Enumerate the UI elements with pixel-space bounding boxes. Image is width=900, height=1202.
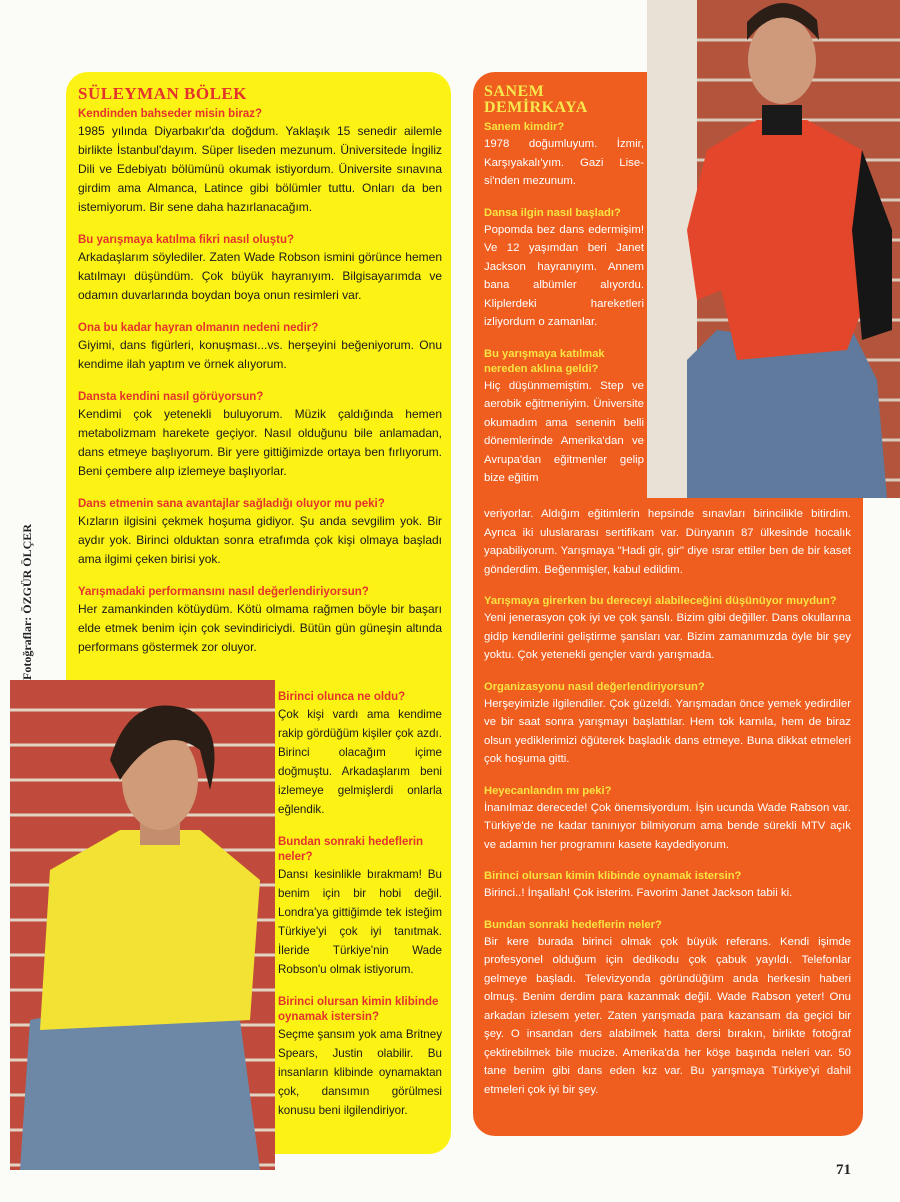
qa-block <box>78 321 442 374</box>
qa-block <box>484 120 644 191</box>
question: Bundan sonraki hedeflerin neler? <box>484 918 662 931</box>
qa-block <box>78 390 442 481</box>
answer: Arkadaşlarım söylediler. Zaten Wade Robson ismini görünce hemen katılmayı düşündüm. Çok büyük hayranıyım. Bilgisayarımda ve odamın duvarlarında boydan boya onun resimleri var. <box>78 250 442 302</box>
question: Bu yarışmaya katılmak nereden aklına geldi? <box>484 347 605 375</box>
answer: Hiç düşünmemiştim. Step ve aerobik eğitmeniyim. Üniversite okumadım ama senenin belli dönemlerinde Amerika'dan ve Avrupa'dan eğitmenler gelip bize eğitim <box>484 379 644 484</box>
sanem-name-line2: DEMİRKAYA <box>484 99 588 116</box>
question: Dans etmenin sana avantajlar sağladığı oluyor mu peki? <box>78 498 385 510</box>
qa-block <box>484 680 851 769</box>
answer: Yeni jenerasyon çok iyi ve çok şanslı. Bizim gibi değiller. Dans okullarına gidip kendilerini geliştirme şansları var. Bizim zamanımızda öyle bir şey yoktu. Çok yetenekli gençler vardı yarışmada. <box>484 612 851 661</box>
question: Heyecanlandın mı peki? <box>484 784 612 797</box>
sanem-name-line1: SANEM <box>484 83 545 100</box>
qa-block <box>278 995 442 1120</box>
question: Ona bu kadar hayran olmanın nedeni nedir? <box>78 322 319 334</box>
sanem-name <box>484 84 644 116</box>
answer-continuation: veriyorlar. Aldığım eğitimlerin hepsinde sınavları birincilikle bitirdim. Ayrıca iki uluslararası sertifikam var. Dünyanın 87 ülkesinde hocalık yapabiliyorum. Yarışmaya "Hadi gir, gir" diye ısrar ettiler ben de bir kaset gönderdim. Beğenmişler, kabul edildim. <box>484 508 851 576</box>
question: Organizasyonu nasıl değerlendiriyorsun? <box>484 680 705 693</box>
photo-credit-text: Fotoğraflar: ÖZGÜR ÖLÇER <box>20 524 34 680</box>
answer: Birinci..! İnşallah! Çok isterim. Favorim Janet Jackson tabii ki. <box>484 887 793 899</box>
suleyman-name: SÜLEYMAN BÖLEK <box>78 84 247 103</box>
qa-block <box>278 835 442 979</box>
qa-block <box>484 784 851 855</box>
question: Yarışmaya girerken bu dereceyi alabileceğini düşünüyor muydun? <box>484 595 837 607</box>
qa-block <box>484 869 851 903</box>
question: Kendinden bahseder misin biraz? <box>78 108 263 120</box>
answer: Her zamankinden kötüydüm. Kötü olmama rağmen böyle bir başarı elde etmek benim için çok sevindiriciydi. Bütün gün güneşin altında performans göstermek zor oluyor. <box>78 602 442 654</box>
photo-credit <box>20 500 38 680</box>
qa-block <box>278 690 442 819</box>
answer: Kendimi çok yetenekli buluyorum. Müzik çaldığında hemen metabolizmam harekete geçiyor. Nasıl olduğunu bile anlamadan, dans etmeye başlıyorum. Bir yere gittiğimizde ortaya ben fırlıyorum. Beni çembere alıp izlemeye başlıyorlar. <box>78 407 442 478</box>
question: Sanem kimdir? <box>484 121 565 133</box>
sanem-photo <box>647 0 900 498</box>
qa-block <box>484 594 851 665</box>
answer: Giyimi, dans figürleri, konuşması...vs. herşeyini beğeniyorum. Onu kendime ilah yaptım ve örnek alıyorum. <box>78 338 442 371</box>
question: Dansta kendini nasıl görüyorsun? <box>78 391 264 403</box>
suleyman-photo <box>10 680 275 1170</box>
question: Yarışmadaki performansını nasıl değerlendiriyorsun? <box>78 586 369 598</box>
question: Birinci olursan kimin klibinde oynamak istersin? <box>278 996 439 1023</box>
answer: Dansı kesinlikle bırakmam! Bu benim için bir hobi değil. Londra'ya gittiğimde tek isteğim Türkiye'yi çok iyi tanıtmak. İleride Türkiye'nin Wade Robson'u olmak istiyorum. <box>278 868 442 976</box>
qa-block <box>484 206 644 332</box>
answer: Popomda bez dans edermişim! Ve 12 yaşımdan beri Janet Jackson hayranıyım. Annem bana albümler alıyordu. Kliplerdeki hareketleri izliyordum o zamanlar. <box>484 223 644 328</box>
question: Bu yarışmaya katılma fikri nasıl oluştu? <box>78 234 295 246</box>
sanem-column-full <box>484 505 851 1114</box>
answer: Kızların ilgisini çekmek hoşuma gidiyor. Şu anda sevgilim yok. Bir aydır yok. Birinci olduktan sonra etrafımda çok kişi olmaya başladı ama ilgimi çeken birisi yok. <box>78 514 442 566</box>
answer: İnanılmaz derecede! Çok önemsiyordum. İşin ucunda Wade Rabson var. Türkiye'de ne kadar tanınıyor bilmiyorum ama bende sürekli MTV açık ve adamın her programını kasete kaydediyorum. <box>484 801 851 851</box>
question: Bundan sonraki hedeflerin neler? <box>278 836 424 863</box>
answer: Bir kere burada birinci olmak çok büyük referans. Kendi işimde profesyonel olduğum için dedikodu çok çabuk yayıldı. Telefonlar gelmeye başladı. Televizyonda göründüğüm anda herkesin haberi olmuş. Benim derdim para kazanmak değil. Wade Rabson yeter! Onu arkadan izlesem yeter. Zaten yarışmada para kazansam da geçici bir şey. O insandan ders alabilmek hatta dersi bırakın, birlikte fotoğraf çektirebilmek bile mucize. Amerika'da her köşe başında neleri var. 50 tane benim gibi dans eden kız var. Bu yarışmaya Türkiye'yi dahil etmeleri çok iyi bir şey. <box>484 935 851 1096</box>
answer: Seçme şansım yok ama Britney Spears, Justin olabilir. Bu insanların klibinde oynamaktan çok, dansımın görülmesi konusu beni ilgilendiriyor. <box>278 1028 442 1117</box>
question: Birinci olursan kimin klibinde oynamak istersin? <box>484 870 742 882</box>
sanem-column-top <box>484 84 644 488</box>
question: Dansa ilgin nasıl başladı? <box>484 206 621 219</box>
qa-block <box>78 585 442 657</box>
qa-block <box>484 347 644 488</box>
question: Birinci olunca ne oldu? <box>278 691 406 703</box>
answer: 1985 yılında Diyarbakır'da doğdum. Yaklaşık 15 senedir ailemle birlikte İstanbul'dayım. Süper liseden mezunum. Üniversitede İngiliz Dili ve Edebiyatı bölümünü okumak istiyordum. Üniversite sınavına girdim ama Almanca, Latince gibi bölümler tuttu. Onları da ben istemiyorum. Bir sene daha hazırlanacağım. <box>78 124 442 214</box>
qa-block <box>78 233 442 305</box>
answer: Herşeyimizle ilgilendiler. Çok güzeldi. Yarışmadan önce yemek yedirdiler ve bir saat sonra yarışmayı başlattılar. Hem tok karnıla, hem de biraz olsun yediklerimizi öğüterek başladık dans etmeye. Buna dikkat etmeleri çok hoşuma gitti. <box>484 697 851 765</box>
qa-block <box>484 918 851 1100</box>
qa-block <box>78 107 442 217</box>
suleyman-column-side <box>278 690 442 1136</box>
answer: 1978 doğumluyum. İzmir, Karşıyakalı'yım. Gazi Lise-si'nden mezunum. <box>484 138 644 187</box>
qa-block <box>78 497 442 569</box>
page-number: 71 <box>836 1162 851 1178</box>
suleyman-column-main <box>78 84 442 673</box>
answer: Çok kişi vardı ama kendime rakip gördüğüm kişiler çok azdı. Birinci olacağım içime doğmuştu. Arkadaşlarım beni izlemeye gelmişlerdi onlarla eğlendik. <box>278 708 442 816</box>
